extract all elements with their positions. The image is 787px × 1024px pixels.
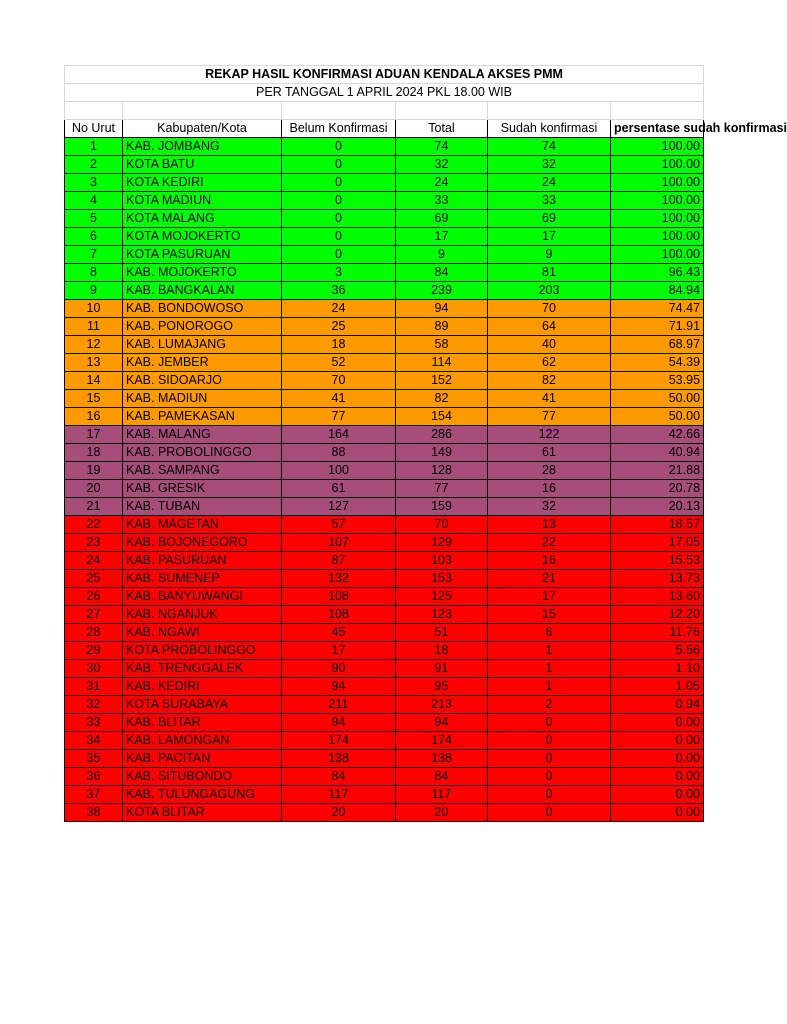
cell-sudah: 64: [488, 318, 611, 336]
cell-belum: 211: [282, 696, 396, 714]
table-row: [65, 804, 704, 822]
cell-no: 20: [65, 480, 123, 498]
cell-belum: 70: [282, 372, 396, 390]
cell-persen: 11.76: [611, 624, 704, 642]
cell-sudah: 69: [488, 210, 611, 228]
cell-no: 14: [65, 372, 123, 390]
cell-sudah: 32: [488, 498, 611, 516]
table-row: [65, 570, 704, 588]
cell-sudah: 0: [488, 750, 611, 768]
cell-persen: 53.95: [611, 372, 704, 390]
cell-kabupaten: KAB. SIDOARJO: [123, 372, 282, 390]
cell-total: 74: [396, 138, 488, 156]
cell-persen: 13.60: [611, 588, 704, 606]
cell-kabupaten: KAB. BOJONEGORO: [123, 534, 282, 552]
table-row: [65, 174, 704, 192]
cell-belum: 132: [282, 570, 396, 588]
cell-no: 15: [65, 390, 123, 408]
cell-total: 91: [396, 660, 488, 678]
cell-kabupaten: KAB. GRESIK: [123, 480, 282, 498]
cell-persen: 0.00: [611, 732, 704, 750]
cell-total: 69: [396, 210, 488, 228]
cell-sudah: 40: [488, 336, 611, 354]
cell-no: 6: [65, 228, 123, 246]
cell-kabupaten: KOTA SURABAYA: [123, 696, 282, 714]
cell-kabupaten: KOTA PROBOLINGGO: [123, 642, 282, 660]
cell-kabupaten: KAB. BLITAR: [123, 714, 282, 732]
table-row: [65, 228, 704, 246]
table-row: [65, 444, 704, 462]
cell-belum: 108: [282, 588, 396, 606]
cell-kabupaten: KOTA MADIUN: [123, 192, 282, 210]
cell-kabupaten: KAB. SUMENEP: [123, 570, 282, 588]
cell-total: 286: [396, 426, 488, 444]
cell-no: 29: [65, 642, 123, 660]
cell-sudah: 13: [488, 516, 611, 534]
cell-total: 154: [396, 408, 488, 426]
cell-no: 26: [65, 588, 123, 606]
cell-kabupaten: KOTA BATU: [123, 156, 282, 174]
cell-total: 239: [396, 282, 488, 300]
table-row: [65, 678, 704, 696]
cell-persen: 100.00: [611, 210, 704, 228]
cell-sudah: 28: [488, 462, 611, 480]
table-row: [65, 390, 704, 408]
table-row: [65, 282, 704, 300]
cell-belum: 25: [282, 318, 396, 336]
cell-persen: 0.94: [611, 696, 704, 714]
cell-total: 128: [396, 462, 488, 480]
cell-total: 213: [396, 696, 488, 714]
cell-no: 28: [65, 624, 123, 642]
cell-sudah: 33: [488, 192, 611, 210]
cell-no: 5: [65, 210, 123, 228]
cell-kabupaten: KOTA MALANG: [123, 210, 282, 228]
cell-no: 30: [65, 660, 123, 678]
empty-cell: [488, 102, 611, 120]
cell-kabupaten: KAB. TRENGGALEK: [123, 660, 282, 678]
cell-kabupaten: KAB. PAMEKASAN: [123, 408, 282, 426]
cell-sudah: 1: [488, 642, 611, 660]
table-row: [65, 714, 704, 732]
cell-belum: 84: [282, 768, 396, 786]
cell-sudah: 74: [488, 138, 611, 156]
cell-kabupaten: KAB. JEMBER: [123, 354, 282, 372]
cell-sudah: 0: [488, 768, 611, 786]
cell-total: 89: [396, 318, 488, 336]
cell-kabupaten: KAB. SITUBONDO: [123, 768, 282, 786]
cell-no: 13: [65, 354, 123, 372]
blank-row: [65, 102, 704, 120]
cell-persen: 20.13: [611, 498, 704, 516]
cell-persen: 84.94: [611, 282, 704, 300]
cell-belum: 117: [282, 786, 396, 804]
cell-total: 174: [396, 732, 488, 750]
table-row: [65, 498, 704, 516]
cell-no: 1: [65, 138, 123, 156]
cell-belum: 164: [282, 426, 396, 444]
table-row: [65, 354, 704, 372]
cell-belum: 108: [282, 606, 396, 624]
report-title: REKAP HASIL KONFIRMASI ADUAN KENDALA AKSES PMM: [65, 66, 704, 84]
cell-kabupaten: KOTA KEDIRI: [123, 174, 282, 192]
cell-belum: 0: [282, 192, 396, 210]
cell-kabupaten: KAB. JOMBANG: [123, 138, 282, 156]
cell-persen: 74.47: [611, 300, 704, 318]
cell-kabupaten: KAB. SAMPANG: [123, 462, 282, 480]
cell-total: 70: [396, 516, 488, 534]
cell-persen: 100.00: [611, 138, 704, 156]
cell-belum: 90: [282, 660, 396, 678]
table-row: [65, 768, 704, 786]
cell-belum: 52: [282, 354, 396, 372]
empty-cell: [396, 102, 488, 120]
cell-sudah: 32: [488, 156, 611, 174]
cell-kabupaten: KOTA PASURUAN: [123, 246, 282, 264]
cell-total: 32: [396, 156, 488, 174]
cell-no: 31: [65, 678, 123, 696]
cell-belum: 0: [282, 246, 396, 264]
table-row: [65, 300, 704, 318]
cell-kabupaten: KAB. PASURUAN: [123, 552, 282, 570]
cell-persen: 18.57: [611, 516, 704, 534]
cell-total: 129: [396, 534, 488, 552]
cell-total: 159: [396, 498, 488, 516]
cell-kabupaten: KAB. PROBOLINGGO: [123, 444, 282, 462]
cell-sudah: 82: [488, 372, 611, 390]
table-row: [65, 408, 704, 426]
cell-no: 10: [65, 300, 123, 318]
cell-sudah: 0: [488, 804, 611, 822]
cell-belum: 0: [282, 210, 396, 228]
cell-persen: 100.00: [611, 246, 704, 264]
cell-persen: 100.00: [611, 192, 704, 210]
cell-persen: 40.94: [611, 444, 704, 462]
cell-no: 21: [65, 498, 123, 516]
cell-sudah: 1: [488, 660, 611, 678]
cell-total: 33: [396, 192, 488, 210]
cell-kabupaten: KAB. PONOROGO: [123, 318, 282, 336]
header-sudah: Sudah konfirmasi: [488, 120, 611, 138]
cell-no: 23: [65, 534, 123, 552]
cell-sudah: 17: [488, 228, 611, 246]
table-row: [65, 732, 704, 750]
cell-kabupaten: KAB. MAGETAN: [123, 516, 282, 534]
cell-kabupaten: KAB. LAMONGAN: [123, 732, 282, 750]
cell-persen: 50.00: [611, 390, 704, 408]
table-row: [65, 588, 704, 606]
cell-sudah: 17: [488, 588, 611, 606]
cell-total: 82: [396, 390, 488, 408]
cell-belum: 20: [282, 804, 396, 822]
cell-belum: 94: [282, 714, 396, 732]
cell-no: 27: [65, 606, 123, 624]
cell-persen: 0.00: [611, 804, 704, 822]
cell-kabupaten: KAB. KEDIRI: [123, 678, 282, 696]
cell-persen: 5.56: [611, 642, 704, 660]
empty-cell: [611, 102, 704, 120]
cell-sudah: 16: [488, 480, 611, 498]
table-row: [65, 210, 704, 228]
header-persen: persentase sudah konfirmasi: [611, 120, 704, 138]
cell-sudah: 77: [488, 408, 611, 426]
cell-no: 9: [65, 282, 123, 300]
cell-kabupaten: KAB. BONDOWOSO: [123, 300, 282, 318]
cell-no: 33: [65, 714, 123, 732]
cell-total: 123: [396, 606, 488, 624]
cell-belum: 41: [282, 390, 396, 408]
cell-persen: 42.66: [611, 426, 704, 444]
cell-belum: 57: [282, 516, 396, 534]
cell-belum: 127: [282, 498, 396, 516]
table-row: [65, 624, 704, 642]
empty-cell: [123, 102, 282, 120]
cell-total: 149: [396, 444, 488, 462]
cell-kabupaten: KAB. MADIUN: [123, 390, 282, 408]
cell-kabupaten: KAB. MOJOKERTO: [123, 264, 282, 282]
cell-persen: 0.00: [611, 750, 704, 768]
table-row: [65, 192, 704, 210]
cell-kabupaten: KAB. TUBAN: [123, 498, 282, 516]
cell-sudah: 122: [488, 426, 611, 444]
cell-persen: 71.91: [611, 318, 704, 336]
cell-kabupaten: KAB. LUMAJANG: [123, 336, 282, 354]
cell-no: 3: [65, 174, 123, 192]
cell-sudah: 15: [488, 606, 611, 624]
cell-no: 7: [65, 246, 123, 264]
header-row: [65, 120, 704, 138]
cell-persen: 68.97: [611, 336, 704, 354]
cell-total: 152: [396, 372, 488, 390]
header-belum: Belum Konfirmasi: [282, 120, 396, 138]
title-row: [65, 66, 704, 84]
cell-no: 24: [65, 552, 123, 570]
cell-sudah: 21: [488, 570, 611, 588]
cell-no: 2: [65, 156, 123, 174]
empty-cell: [65, 102, 123, 120]
recap-table: [64, 65, 787, 822]
cell-total: 84: [396, 768, 488, 786]
cell-kabupaten: KOTA BLITAR: [123, 804, 282, 822]
cell-total: 58: [396, 336, 488, 354]
cell-persen: 21.88: [611, 462, 704, 480]
cell-belum: 0: [282, 174, 396, 192]
cell-sudah: 9: [488, 246, 611, 264]
cell-sudah: 62: [488, 354, 611, 372]
cell-kabupaten: KAB. BANGKALAN: [123, 282, 282, 300]
cell-no: 11: [65, 318, 123, 336]
cell-sudah: 24: [488, 174, 611, 192]
cell-sudah: 2: [488, 696, 611, 714]
cell-belum: 3: [282, 264, 396, 282]
cell-kabupaten: KOTA MOJOKERTO: [123, 228, 282, 246]
cell-total: 24: [396, 174, 488, 192]
cell-sudah: 0: [488, 714, 611, 732]
cell-persen: 1.10: [611, 660, 704, 678]
cell-sudah: 81: [488, 264, 611, 282]
cell-total: 95: [396, 678, 488, 696]
cell-total: 94: [396, 714, 488, 732]
table-row: [65, 138, 704, 156]
table-row: [65, 426, 704, 444]
cell-persen: 12.20: [611, 606, 704, 624]
cell-persen: 0.00: [611, 786, 704, 804]
cell-persen: 15.53: [611, 552, 704, 570]
cell-total: 51: [396, 624, 488, 642]
cell-persen: 1.05: [611, 678, 704, 696]
report-date: PER TANGGAL 1 APRIL 2024 PKL 18.00 WIB: [65, 84, 704, 102]
cell-sudah: 1: [488, 678, 611, 696]
cell-no: 34: [65, 732, 123, 750]
cell-kabupaten: KAB. NGANJUK: [123, 606, 282, 624]
cell-sudah: 16: [488, 552, 611, 570]
cell-no: 17: [65, 426, 123, 444]
table-row: [65, 246, 704, 264]
cell-persen: 100.00: [611, 174, 704, 192]
table-row: [65, 156, 704, 174]
cell-belum: 17: [282, 642, 396, 660]
cell-total: 114: [396, 354, 488, 372]
cell-belum: 138: [282, 750, 396, 768]
cell-no: 35: [65, 750, 123, 768]
cell-no: 32: [65, 696, 123, 714]
cell-kabupaten: KAB. NGAWI: [123, 624, 282, 642]
cell-persen: 100.00: [611, 228, 704, 246]
cell-belum: 36: [282, 282, 396, 300]
cell-no: 36: [65, 768, 123, 786]
cell-belum: 24: [282, 300, 396, 318]
cell-belum: 77: [282, 408, 396, 426]
cell-sudah: 0: [488, 786, 611, 804]
cell-belum: 0: [282, 228, 396, 246]
cell-sudah: 70: [488, 300, 611, 318]
table-row: [65, 462, 704, 480]
cell-total: 84: [396, 264, 488, 282]
cell-total: 17: [396, 228, 488, 246]
cell-no: 37: [65, 786, 123, 804]
table-row: [65, 660, 704, 678]
cell-belum: 0: [282, 156, 396, 174]
cell-belum: 87: [282, 552, 396, 570]
subtitle-row: [65, 84, 704, 102]
cell-persen: 96.43: [611, 264, 704, 282]
cell-belum: 0: [282, 138, 396, 156]
cell-persen: 50.00: [611, 408, 704, 426]
empty-cell: [282, 102, 396, 120]
table-row: [65, 786, 704, 804]
cell-persen: 13.73: [611, 570, 704, 588]
cell-total: 18: [396, 642, 488, 660]
table-row: [65, 516, 704, 534]
cell-no: 12: [65, 336, 123, 354]
cell-belum: 94: [282, 678, 396, 696]
cell-total: 117: [396, 786, 488, 804]
cell-no: 25: [65, 570, 123, 588]
cell-no: 4: [65, 192, 123, 210]
cell-total: 77: [396, 480, 488, 498]
cell-belum: 88: [282, 444, 396, 462]
table-row: [65, 552, 704, 570]
cell-total: 138: [396, 750, 488, 768]
cell-no: 19: [65, 462, 123, 480]
cell-sudah: 203: [488, 282, 611, 300]
cell-kabupaten: KAB. BANYUWANGI: [123, 588, 282, 606]
cell-kabupaten: KAB. TULUNGAGUNG: [123, 786, 282, 804]
cell-persen: 0.00: [611, 714, 704, 732]
cell-sudah: 61: [488, 444, 611, 462]
cell-persen: 0.00: [611, 768, 704, 786]
cell-persen: 20.78: [611, 480, 704, 498]
table-row: [65, 372, 704, 390]
cell-no: 22: [65, 516, 123, 534]
cell-sudah: 0: [488, 732, 611, 750]
cell-no: 16: [65, 408, 123, 426]
cell-sudah: 6: [488, 624, 611, 642]
cell-belum: 45: [282, 624, 396, 642]
table-row: [65, 480, 704, 498]
table-row: [65, 642, 704, 660]
cell-belum: 18: [282, 336, 396, 354]
table-row: [65, 606, 704, 624]
table-row: [65, 750, 704, 768]
cell-no: 18: [65, 444, 123, 462]
cell-total: 9: [396, 246, 488, 264]
cell-no: 8: [65, 264, 123, 282]
cell-belum: 100: [282, 462, 396, 480]
cell-belum: 61: [282, 480, 396, 498]
cell-total: 125: [396, 588, 488, 606]
cell-persen: 17.05: [611, 534, 704, 552]
table-row: [65, 336, 704, 354]
header-total: Total: [396, 120, 488, 138]
header-no: No Urut: [65, 120, 123, 138]
cell-kabupaten: KAB. MALANG: [123, 426, 282, 444]
table-row: [65, 264, 704, 282]
cell-total: 94: [396, 300, 488, 318]
table-row: [65, 318, 704, 336]
cell-sudah: 41: [488, 390, 611, 408]
table-row: [65, 534, 704, 552]
cell-kabupaten: KAB. PACITAN: [123, 750, 282, 768]
cell-belum: 174: [282, 732, 396, 750]
cell-persen: 54.39: [611, 354, 704, 372]
cell-persen: 100.00: [611, 156, 704, 174]
table-row: [65, 696, 704, 714]
cell-total: 153: [396, 570, 488, 588]
cell-total: 103: [396, 552, 488, 570]
header-kabupaten: Kabupaten/Kota: [123, 120, 282, 138]
cell-sudah: 22: [488, 534, 611, 552]
cell-no: 38: [65, 804, 123, 822]
cell-belum: 107: [282, 534, 396, 552]
cell-total: 20: [396, 804, 488, 822]
